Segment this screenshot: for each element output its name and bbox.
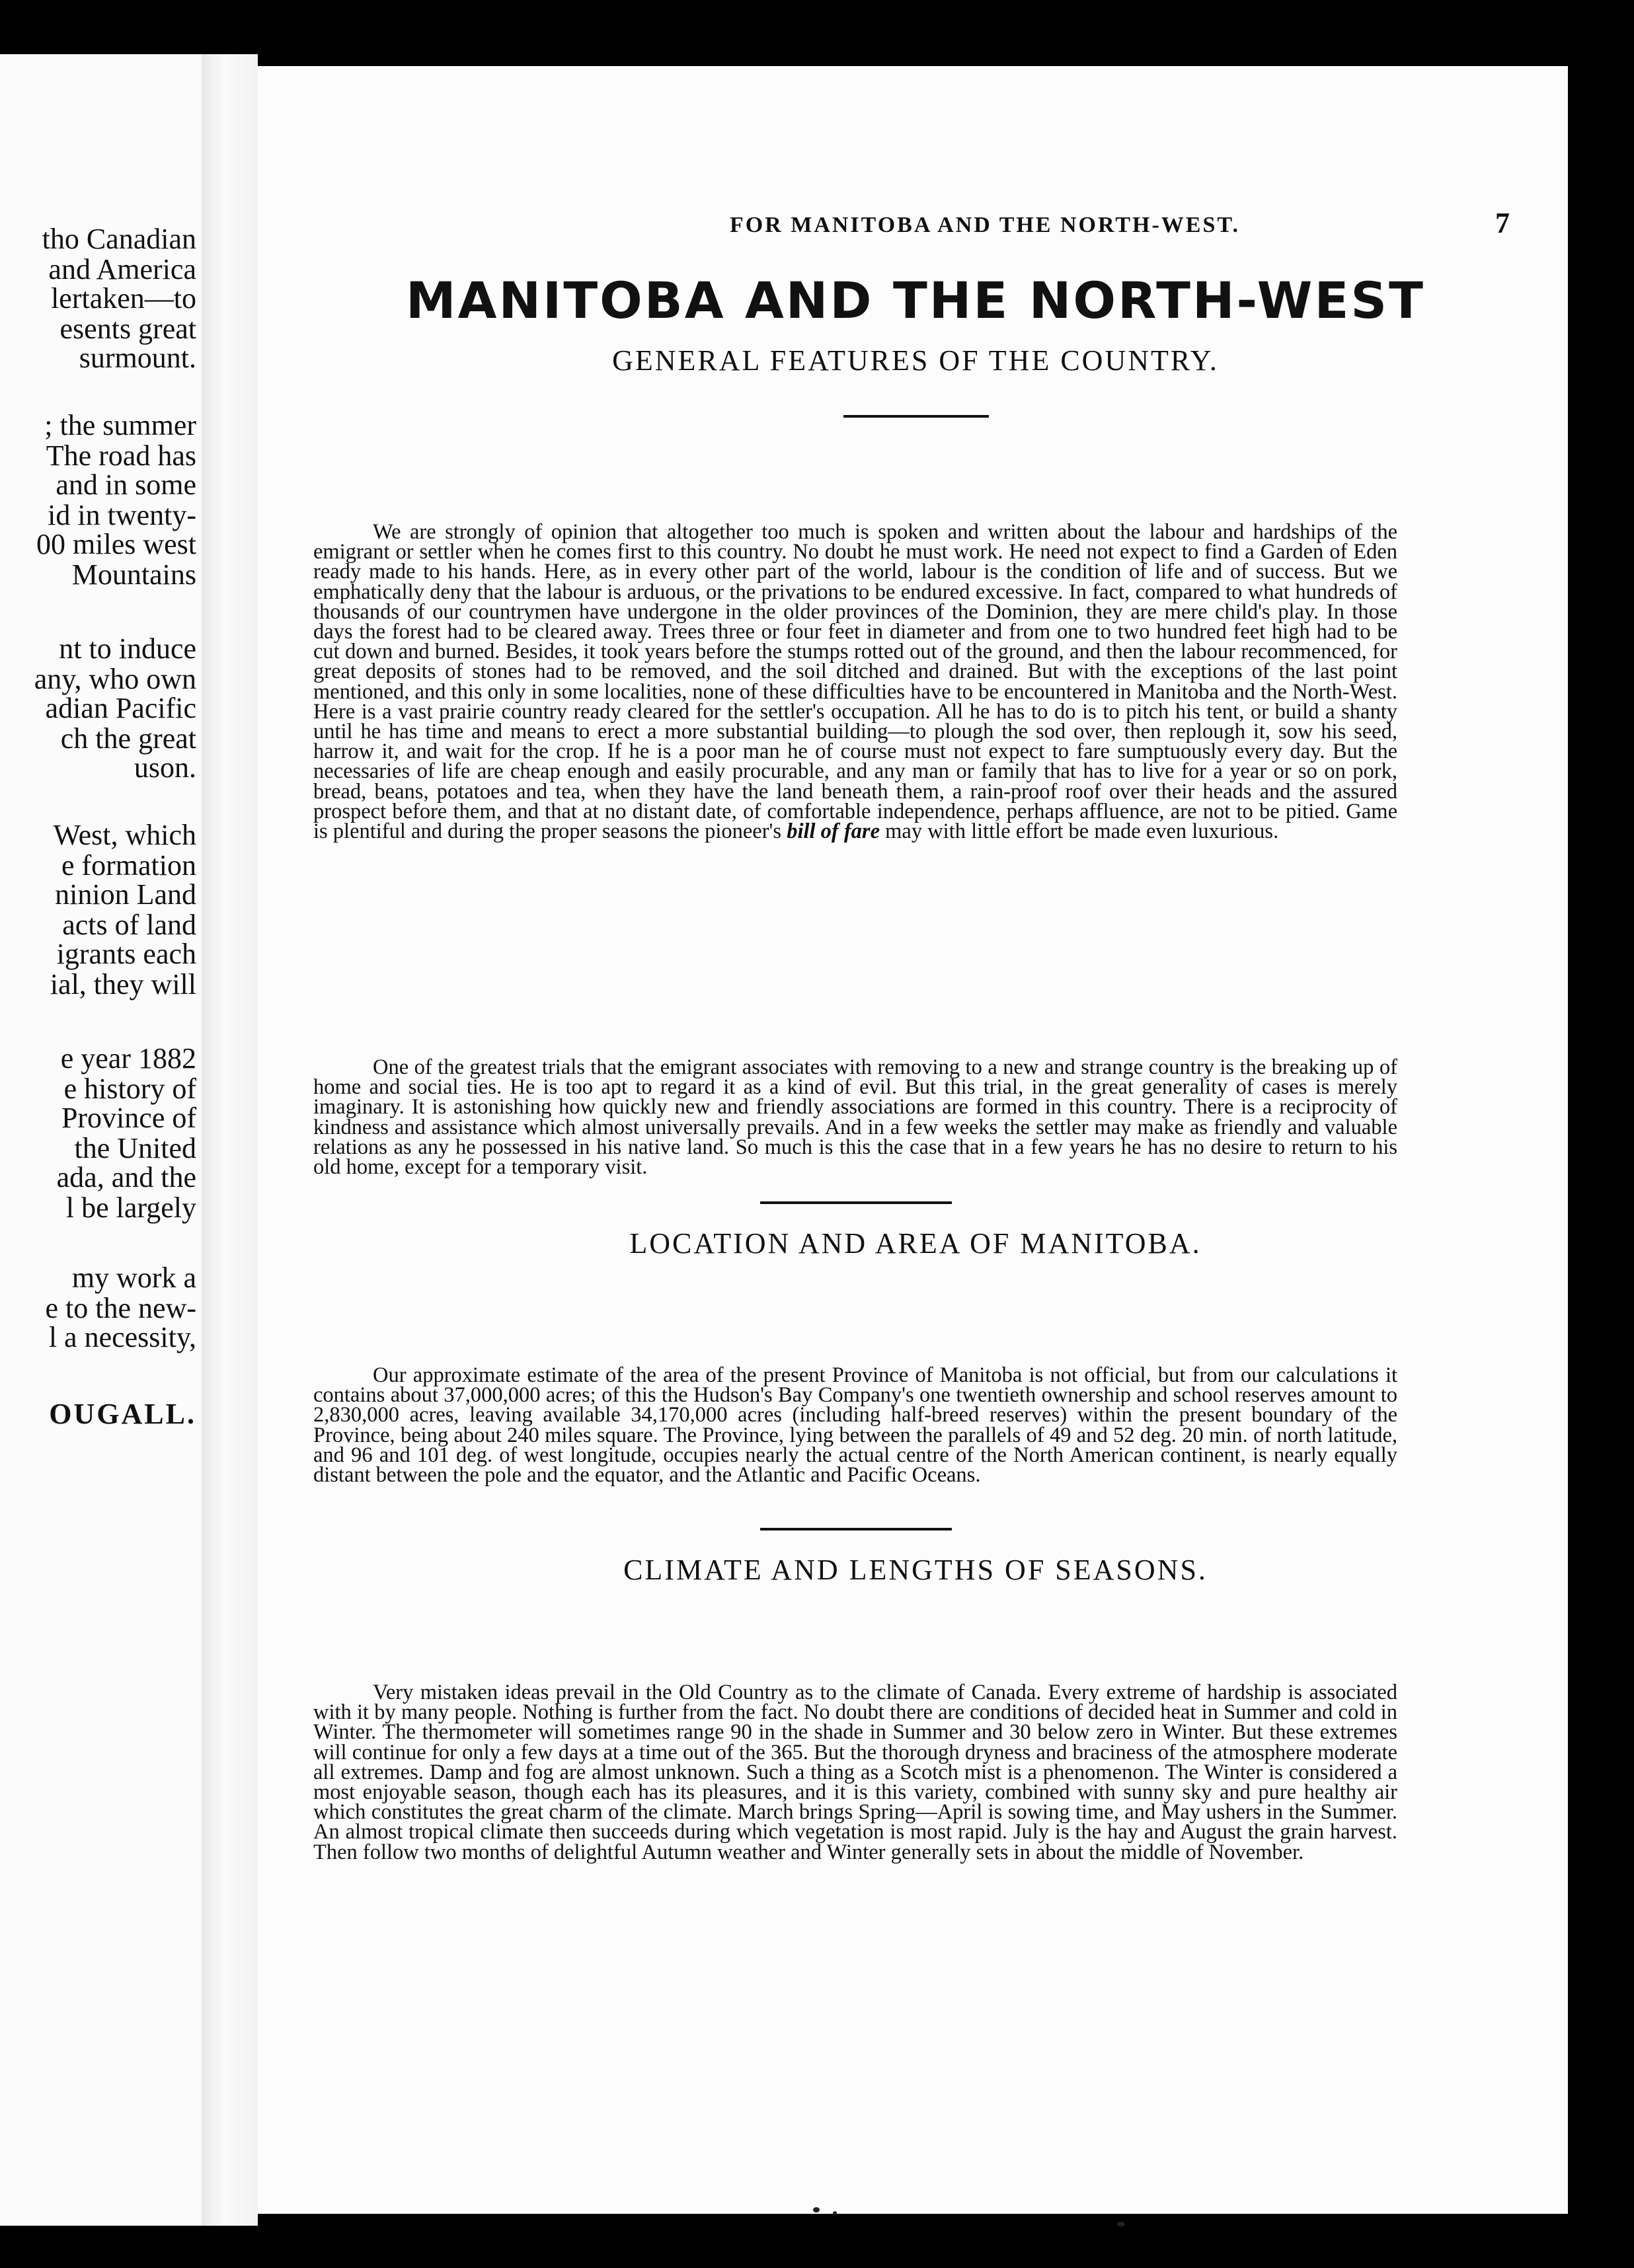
left-page-line: e to the new-: [45, 1292, 196, 1324]
location-text: Our approximate estimate of the area of the present Province of Manitoba is not official, but from our calculations it contains about 37,000,000 acres; of this the Hudson's Bay Company's one twentieth ownership and school reserves amount to 2,830,000 acres, leaving available 34,170,000 acres (including half-breed reserves) within the present boundary of the Province, being about 240 miles square. The Province, lying between the parallels of 49 and 52 deg. 20 min. of north latitude, and 96 and 101 deg. of west longitude, occupies nearly the actual centre of the North American continent, is nearly equally distant between the pole and the equator, and the Atlantic and Pacific Oceans.: [313, 1363, 1397, 1488]
left-page-line: The road has: [46, 439, 196, 472]
intro-paragraph-1: [313, 520, 1397, 844]
intro-text: We are strongly of opinion that altogether too much is spoken and written about the labour and hardships of the emigrant or settler when he comes first to this country. No doubt he must work. He need not expect to find a Garden of Eden ready made to his hands. Here, as in every other part of the world, labour is the condition of life and of success. But we emphatically deny that the labour is arduous, or the privations to be endured excessive. In fact, compared to what hundreds of thousands of our countrymen have undergone in the older provinces of the Dominion, they are mere child's play. In those days the forest had to be cleared away. Trees three or four feet in diameter and from one to two hundred feet high had to be cut down and burned. Besides, it took years before the stumps rotted out of the ground, and then the labour recommenced, for great deposits of stones had to be removed, and the soil ditched and drained. But with the exceptions of the last point mentioned, and this only in some localities, none of these difficulties have to be encountered in Manitoba and the North-West. Here is a vast prairie country ready cleared for the settler's occupation. All he has to do is to pitch his tent, or build a shanty until he has time and means to erect a more substantial building—to plough the sod over, then replough it, sow his seed, harrow it, and wait for the crop. If he is a poor man he of course must not expect to fare sumptuously every day. But the necessaries of life are cheap enough and easily procurable, and any man or family that has to live for a year or so on pork, bread, beans, potatoes and tea, when they have the land beneath them, a rain-proof roof over their heads and the assured prospect before them, and that at no distant date, of comfortable independence, perhaps affluence, are not to be pitied. Game is plentiful and during the proper seasons the pioneer's: [313, 520, 1397, 844]
page-gutter: [202, 54, 258, 2226]
left-page-line: uson.: [134, 751, 196, 784]
intro-text-2: One of the greatest trials that the emigrant associates with removing to a new and strange country is the breaking up of home and social ties. He is too apt to regard it as a kind of evil. But this trial, in the great generality of cases is merely imaginary. It is astonishing how quickly new and friendly associations are formed in this country. There is a reciprocity of kindness and assistance which almost universally prevails. And in a few weeks the settler may make as friendly and valuable relations as any he possessed in his native land. So much is this the case that in a few years he has no desire to return to his old home, except for a temporary visit.: [313, 1055, 1397, 1180]
section-divider-1: [760, 1201, 952, 1204]
intro-text-end: may with little effort be made even luxurious.: [885, 819, 1279, 844]
left-page-line: nt to induce: [59, 632, 196, 665]
left-page-line: Province of: [61, 1102, 196, 1134]
left-page-line: tho Canadian: [42, 223, 196, 255]
page-number: 7: [1495, 207, 1510, 239]
location-paragraph: [313, 1363, 1397, 1488]
print-speck: [833, 2211, 837, 2215]
left-page-line: any, who own: [34, 663, 196, 695]
left-page-line: lertaken—to: [51, 282, 196, 315]
left-facing-page: [0, 54, 202, 2226]
left-page-line: ; the summer: [44, 409, 196, 441]
left-page-line: and in some: [56, 469, 196, 501]
left-page-line: id in twenty-: [48, 499, 196, 531]
print-speck: [813, 2207, 820, 2212]
left-page-line: e history of: [63, 1073, 196, 1105]
page-subtitle: GENERAL FEATURES OF THE COUNTRY.: [612, 344, 1219, 377]
page-title: MANITOBA AND THE NORTH-WEST: [406, 271, 1425, 330]
left-page-line: ial, they will: [50, 968, 196, 1001]
left-page-line: the United: [74, 1132, 196, 1164]
left-page-line: e formation: [61, 849, 196, 882]
location-section-title: LOCATION AND AREA OF MANITOBA.: [629, 1227, 1202, 1260]
bill-of-fare-phrase: bill of fare: [787, 819, 880, 844]
left-page-line: West, which: [53, 819, 196, 851]
print-speck: [1117, 2222, 1125, 2226]
left-page-line: igrants each: [56, 938, 196, 970]
left-page-line: l be largely: [65, 1191, 196, 1224]
left-page-line: adian Pacific: [45, 692, 196, 724]
left-page-line: ada, and the: [56, 1161, 196, 1193]
main-page: [258, 66, 1568, 2214]
left-page-line: my work a: [71, 1262, 196, 1294]
left-page-line: ninion Land: [55, 878, 196, 911]
intro-paragraph-2: [313, 1055, 1397, 1180]
left-page-line: 00 miles west: [36, 528, 196, 560]
left-page-line: and America: [48, 253, 196, 285]
running-header: FOR MANITOBA AND THE NORTH-WEST.: [729, 213, 1241, 237]
left-page-line: ch the great: [60, 722, 196, 755]
climate-paragraph: [313, 1682, 1397, 1862]
left-page-line: e year 1882: [60, 1042, 196, 1075]
section-divider-2: [760, 1528, 952, 1531]
left-page-line: surmount.: [79, 342, 196, 374]
left-page-line: OUGALL.: [49, 1398, 196, 1430]
left-page-line: esents great: [59, 313, 196, 345]
left-page-line: l a necessity,: [48, 1321, 196, 1353]
left-page-line: acts of land: [62, 909, 196, 941]
climate-section-title: CLIMATE AND LENGTHS OF SEASONS.: [623, 1554, 1208, 1586]
left-page-line: Mountains: [71, 558, 196, 591]
title-divider: [843, 415, 989, 418]
climate-text: Very mistaken ideas prevail in the Old Country as to the climate of Canada. Every extreme of hardship is associated with it by many people. Nothing is further from the fact. No doubt there are conditions of decided heat in Summer and cold in Winter. The thermometer will sometimes range 90 in the shade in Summer and 30 below zero in Winter. But these extremes will continue for only a few days at a time out of the 365. But the thorough dryness and braciness of the atmosphere moderate all extremes. Damp and fog are almost unknown. Such a thing as a Scotch mist is a phenomenon. The Winter is considered a most enjoyable season, though each has its pleasures, and it is this variety, combined with sunny sky and pure healthy air which constitutes the great charm of the climate. March brings Spring—April is sowing time, and May ushers in the Summer. An almost tropical climate then succeeds during which vegetation is most rapid. July is the hay and August the grain harvest. Then follow two months of delightful Autumn weather and Winter generally sets in about the middle of November.: [313, 1681, 1397, 1864]
